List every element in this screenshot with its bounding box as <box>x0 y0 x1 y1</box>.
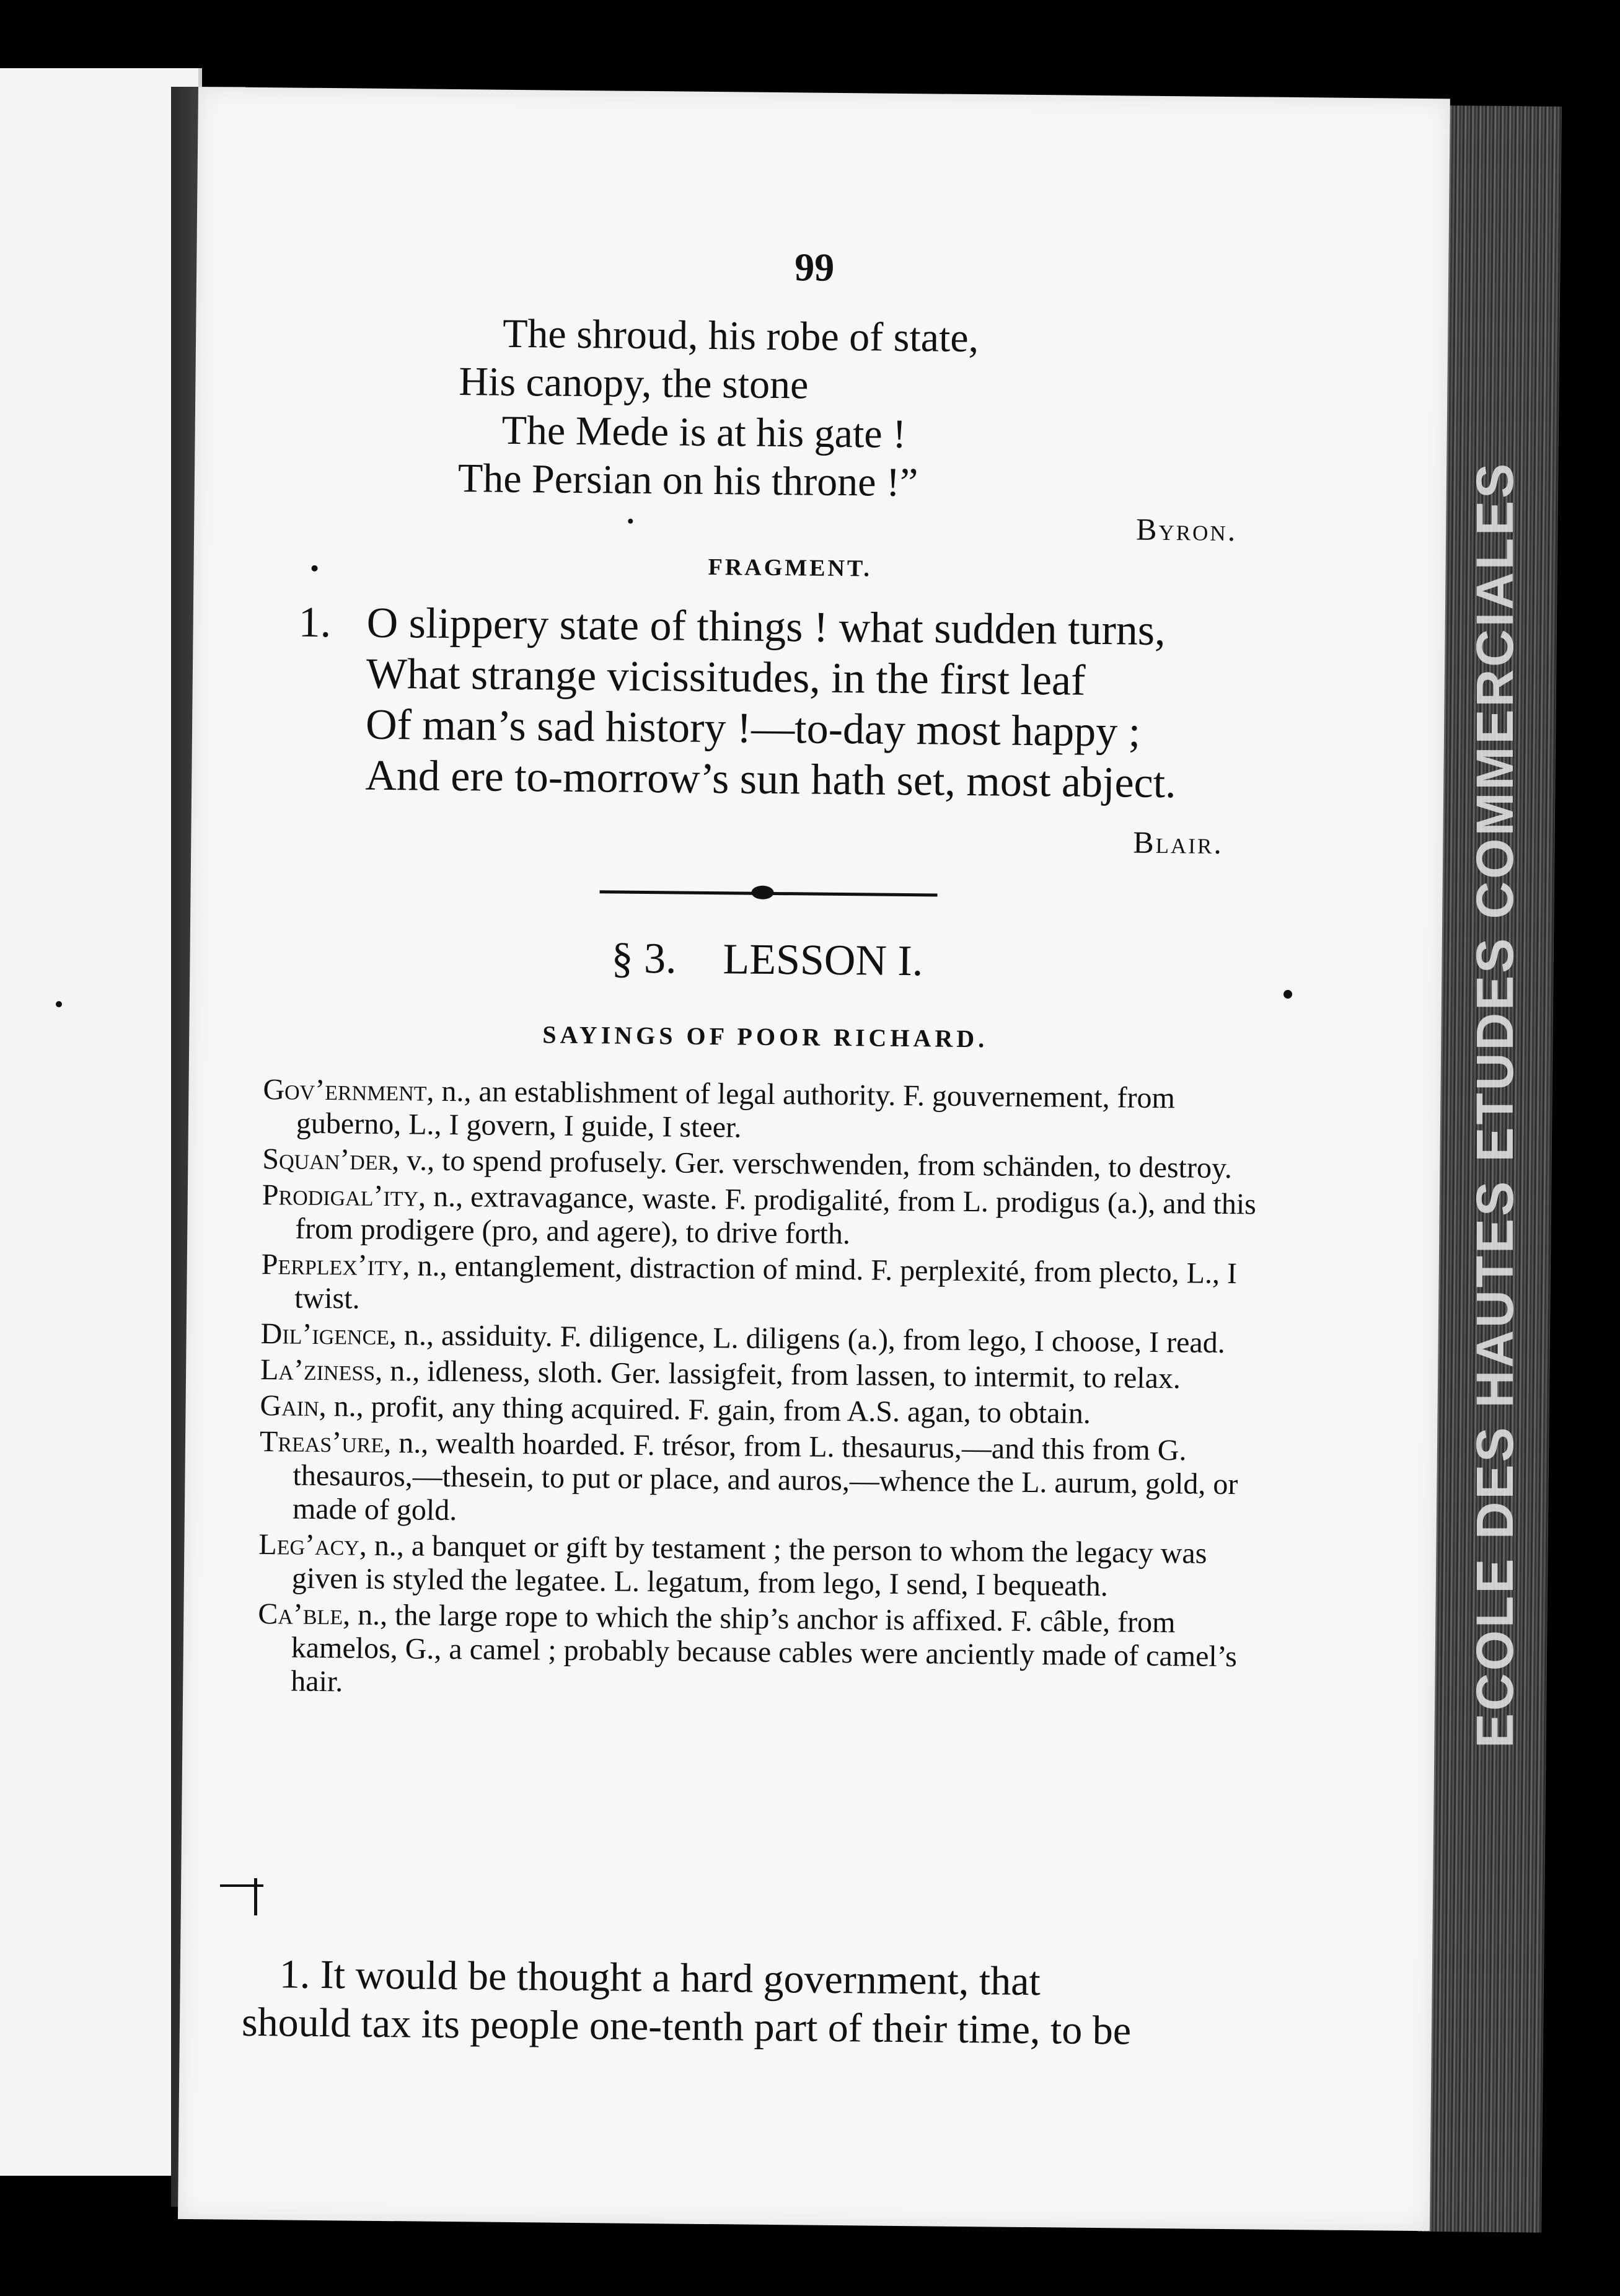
vocab-entry <box>262 1142 1260 1185</box>
vocab-word: Ca’ble <box>258 1597 343 1631</box>
vocab-entry <box>260 1353 1258 1396</box>
vocab-definition: , n., an establishment of legal authority. F. gouvernement, from guberno, L., I govern, I guide, I steer. <box>296 1074 1176 1144</box>
fragment-number: 1. <box>298 598 332 647</box>
vocab-word: La’ziness <box>260 1353 376 1387</box>
vocab-definition: , v., to spend profusely. Ger. verschwenden, from schänden, to destroy. <box>392 1144 1233 1185</box>
vocab-word: Perplex’ity <box>261 1248 403 1283</box>
lesson-subtitle: SAYINGS OF POOR RICHARD. <box>542 1020 988 1053</box>
vocab-definition: , n., the large rope to which the ship’s anchor is affixed. F. câble, from kamelos, G., a camel ; probably because cables were anciently made of camel’s hair. <box>291 1598 1238 1698</box>
fragment-line: O slippery state of things ! what sudden turns, <box>366 599 1166 655</box>
poem-line: His canopy, the stone <box>459 359 809 408</box>
vocab-word: Leg’acy <box>258 1528 360 1562</box>
margin-mark <box>254 1878 257 1915</box>
ink-speck <box>1283 990 1292 999</box>
poem-line: The shroud, his robe of state, <box>502 311 979 361</box>
vocab-entry <box>260 1317 1258 1360</box>
ink-speck <box>56 1001 62 1007</box>
vocab-entry <box>258 1528 1257 1604</box>
vocab-word: Treas’ure <box>259 1425 384 1459</box>
vocab-definition: , n., extravagance, waste. F. prodigalité, from L. prodigus (a.), and this from prodigere (pro, and agere), to drive forth. <box>295 1180 1257 1251</box>
vocab-entry <box>261 1248 1259 1324</box>
vocab-entry <box>260 1389 1257 1432</box>
divider-ornament <box>751 886 773 899</box>
section-heading: FRAGMENT. <box>708 554 873 582</box>
vocab-definition: , n., profit, any thing acquired. F. gain, from A.S. agan, to obtain. <box>319 1389 1091 1430</box>
vocab-word: Dil’igence <box>260 1317 390 1352</box>
vocab-word: Prodigal’ity <box>262 1178 419 1213</box>
ink-speck <box>628 519 633 524</box>
poem-line: The Persian on his throne !” <box>457 456 918 506</box>
body-text-line: 1. It would be thought a hard government, that <box>279 1951 1041 2005</box>
vocab-definition: , n., wealth hoarded. F. trésor, from L. thesaurus,—and this from G. thesauros,—thesein, to put or place, and auros,—whence the L. aurum, gold, or made of gold. <box>292 1426 1238 1527</box>
fragment-line: What strange vicissitudes, in the first leaf <box>366 650 1086 705</box>
vocab-entry <box>257 1597 1256 1707</box>
vocab-word: Squan’der <box>262 1142 392 1177</box>
book-page <box>178 87 1450 2231</box>
fragment-line: Of man’s sad history !—to-day most happy ; <box>365 700 1141 756</box>
section-number: § 3. <box>611 934 677 983</box>
vocab-definition: , n., entanglement, distraction of mind. F. perplexité, from plecto, L., I twist. <box>294 1249 1238 1315</box>
vocabulary-list <box>257 1073 1261 1710</box>
ink-speck <box>312 565 318 572</box>
fragment-attribution: Blair. <box>1133 824 1224 860</box>
poem-attribution: Byron. <box>1135 511 1238 548</box>
body-text-line: should tax its people one-tenth part of their time, to be <box>241 1999 1132 2054</box>
lesson-title: LESSON I. <box>723 935 923 986</box>
vocab-entry <box>263 1073 1261 1149</box>
vocab-entry <box>262 1178 1260 1255</box>
vocab-definition: , n., idleness, sloth. Ger. lassigfeit, from lassen, to intermit, to relax. <box>374 1354 1181 1395</box>
vocab-definition: , n., assiduity. F. diligence, L. diligens (a.), from lego, I choose, I read. <box>389 1318 1225 1359</box>
vocab-entry <box>259 1425 1257 1535</box>
fragment-line: And ere to-morrow’s sun hath set, most abject. <box>364 751 1176 808</box>
poem-line: The Mede is at his gate ! <box>501 407 907 457</box>
library-edge-stamp: ECOLE DES HAUTES ETUDES COMMERCIALES <box>1466 461 1524 1748</box>
vocab-word: Gain <box>260 1389 319 1423</box>
page-number: 99 <box>794 245 835 289</box>
vocab-word: Gov’ernment <box>263 1073 427 1108</box>
vocab-definition: , n., a banquet or gift by testament ; the person to whom the legacy was given is styled the legatee. L. legatum, from lego, I send, I bequeath. <box>291 1529 1207 1603</box>
